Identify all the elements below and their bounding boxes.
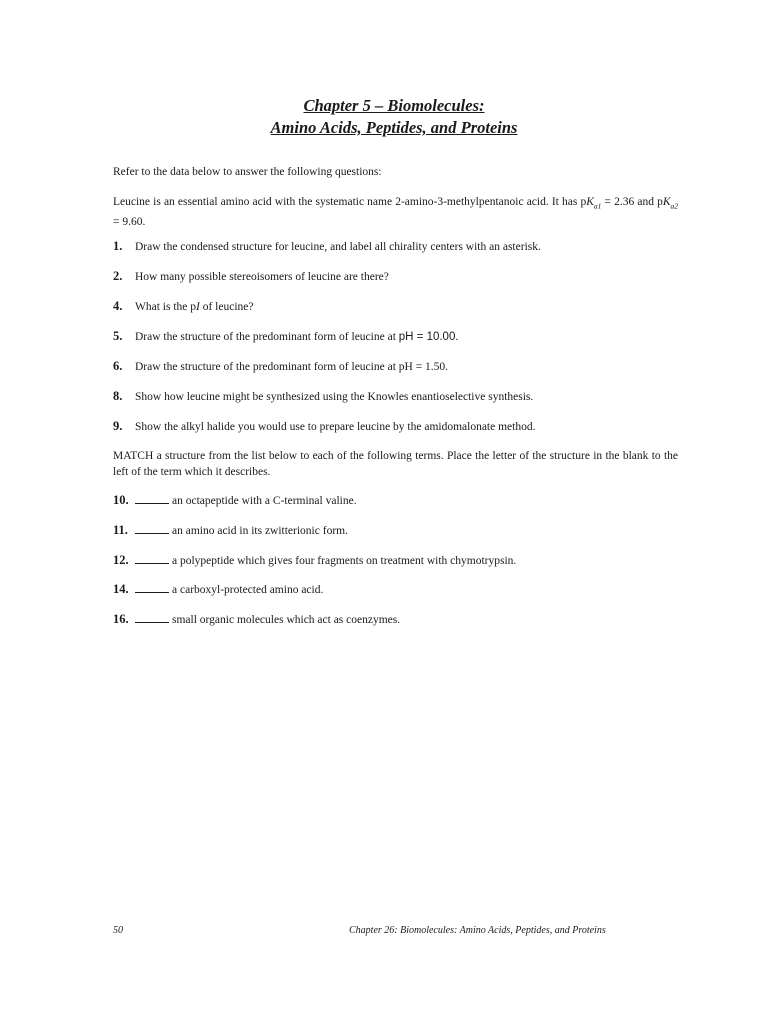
question-1: 1. Draw the condensed structure for leucine, and label all chirality centers with an asterisk.: [113, 239, 541, 253]
question-6: 6. Draw the structure of the predominant form of leucine at pH = 1.50.: [113, 359, 449, 373]
answer-blank[interactable]: [135, 611, 169, 623]
question-8: 8. Show how leucine might be synthesized using the Knowles enantioselective synthesis.: [113, 389, 534, 403]
match-item-16: 16. small organic molecules which act as coenzymes.: [113, 612, 401, 626]
intro-text: Refer to the data below to answer the following questions:: [113, 166, 382, 178]
chapter-title-line-2: Amino Acids, Peptides, and Proteins: [270, 118, 518, 137]
answer-blank[interactable]: [135, 552, 169, 564]
match-item-11: 11. an amino acid in its zwitterionic form.: [113, 523, 348, 537]
question-9: 9. Show the alkyl halide you would use to prepare leucine by the amidomalonate method.: [113, 419, 536, 433]
question-5: 5. Draw the structure of the predominant form of leucine at pH = 10.00.: [113, 329, 459, 343]
answer-blank[interactable]: [135, 492, 169, 504]
match-item-10: 10. an octapeptide with a C-terminal valine.: [113, 493, 357, 507]
match-item-12: 12. a polypeptide which gives four fragments on treatment with chymotrypsin.: [113, 553, 517, 567]
match-instructions: MATCH a structure from the list below to each of the following terms. Place the letter of the structure in the blank to the left of the term which it describes.: [113, 450, 678, 478]
chapter-title-line-1: Chapter 5 – Biomolecules:: [303, 96, 485, 115]
question-4: 4. What is the pI of leucine?: [113, 299, 254, 313]
answer-blank[interactable]: [135, 581, 169, 593]
leucine-data-paragraph: Leucine is an essential amino acid with the systematic name 2-amino-3-methylpentanoic acid. It has $pK_{a1} = 2.36$ and $pK_{a2} = 9.60$.: [113, 196, 678, 229]
question-2: 2. How many possible stereoisomers of leucine are there?: [113, 269, 389, 283]
page-number: 50: [113, 925, 123, 936]
answer-blank[interactable]: [135, 522, 169, 534]
running-footer-title: Chapter 26: Biomolecules: Amino Acids, Peptides, and Proteins: [349, 925, 606, 936]
match-item-14: 14. a carboxyl-protected amino acid.: [113, 582, 324, 596]
